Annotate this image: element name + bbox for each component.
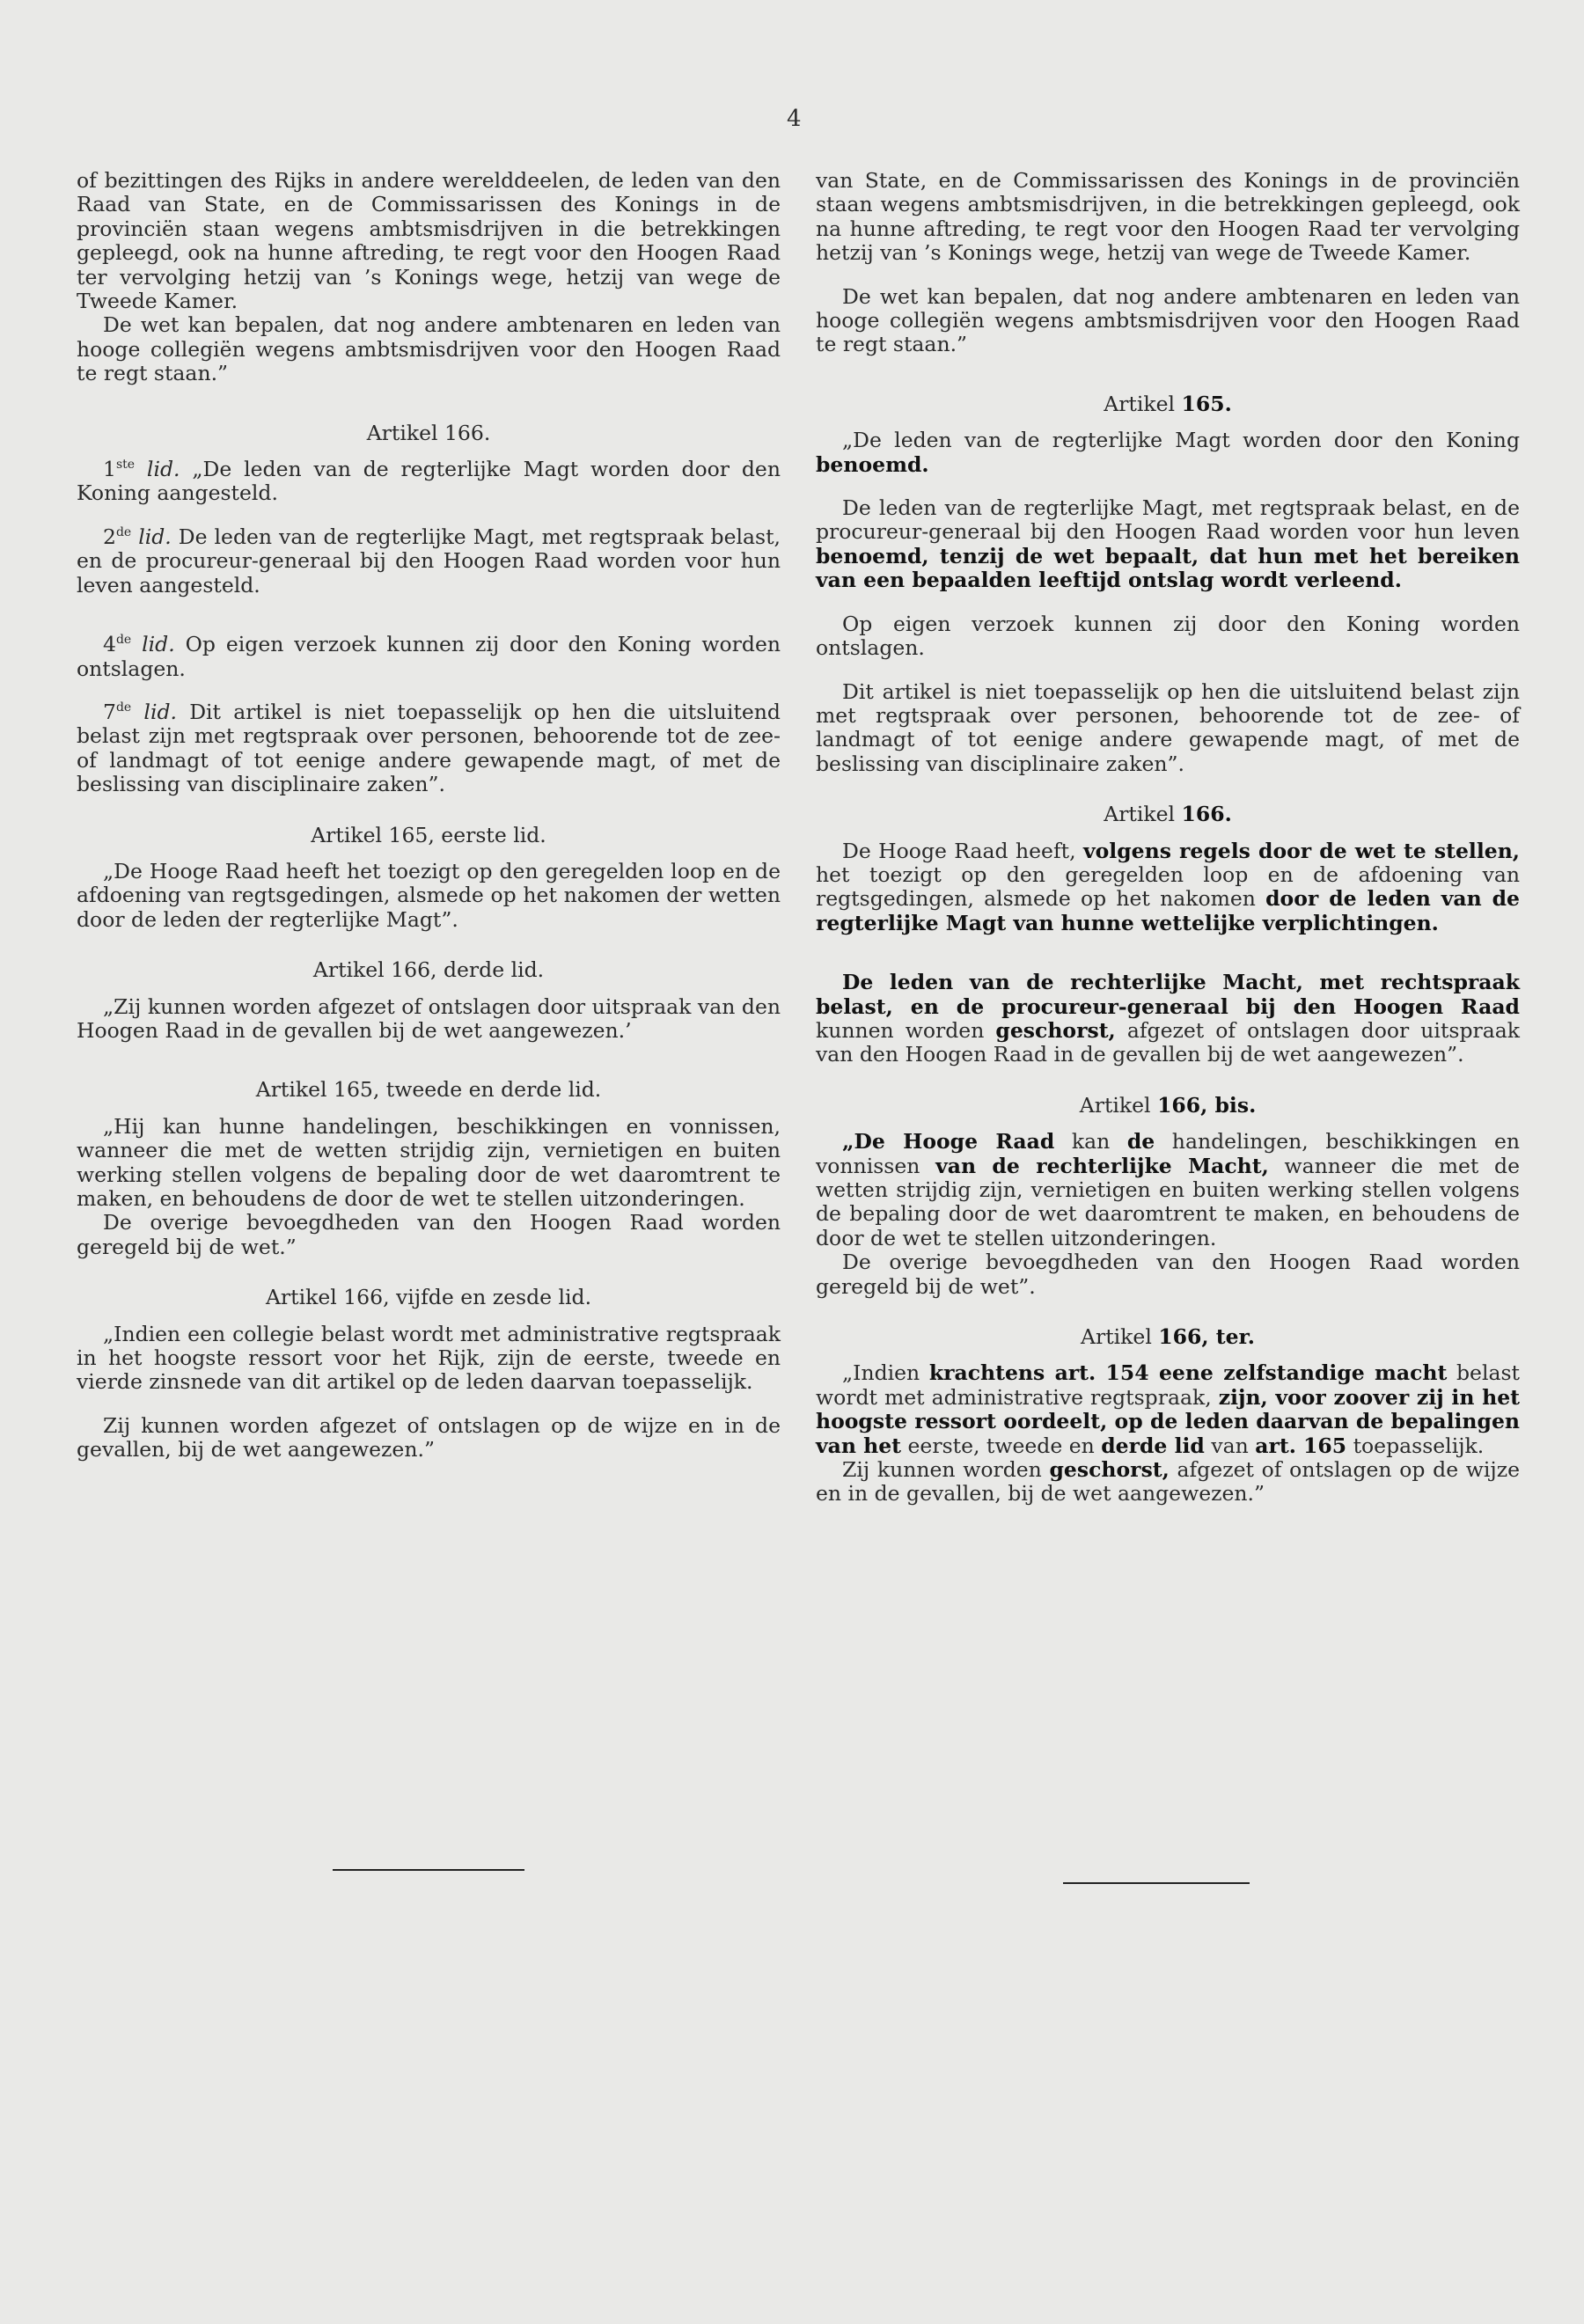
article-heading: Artikel 166, ter. [1081,1324,1255,1350]
paragraph: De Hooge Raad heeft, volgens regels door de wet te stellen, het toezigt op den geregelden loop en de afdoening van regtsgedingen, alsmede op het nakomen door de leden van de regterlijke Magt van hunne wettelijke verplichtingen. [816,838,1520,935]
paragraph: Zij kunnen worden afgezet of ontslagen op de wijze en in de gevallen, bij de wet aangewezen.” [77,1412,781,1463]
paragraph: De wet kan bepalen, dat nog andere ambtenaren en leden van hooge collegiën wegens ambtsmisdrijven voor den Hoogen Raad te regt staan.” [77,312,781,386]
paragraph: Dit artikel is niet toepasselijk op hen die uitsluitend belast zijn met regtspraak over personen, behoorende tot de zee- of landmagt of tot eenige andere gewapende magt, of met de beslissing van disciplinaire zaken”. [816,678,1520,776]
paragraph: „Hij kan hunne handelingen, beschikkingen en vonnissen, wanneer die met de wetten strijdig zijn, vernietigen en buiten werking stellen volgens de bepaling door de wet daaromtrent te maken, en behoudens de door de wet te stellen uitzonderingen. [77,1113,781,1211]
right-end-rule [1063,1882,1250,1884]
paragraph: Zij kunnen worden geschorst, afgezet of ontslagen op de wijze en in de gevallen, bij de wet aangewezen.” [816,1457,1521,1507]
paragraph: of bezittingen des Rijks in andere werelddeelen, de leden van den Raad van State, en de Commissarissen des Konings in de provinciën staan wegens ambtsmisdrijven in die betrekkingen gepleegd, ook na hunne aftreding, te regt voor den Hoogen Raad ter vervolging hetzij van ’s Konings wege, hetzij van wege de Tweede Kamer. [77,168,781,314]
paragraph: van State, en de Commissarissen des Konings in de provinciën staan wegens ambtsmisdrijven, in die betrekkingen gepleegd, ook na hunne aftreding, te regt voor den Hoogen Raad ter vervolging hetzij van ’s Konings wege, hetzij van wege de Tweede Kamer. [816,168,1520,266]
paragraph: De overige bevoegdheden van den Hoogen Raad worden geregeld bij de wet”. [816,1250,1520,1299]
paragraph: De overige bevoegdheden van den Hoogen Raad worden geregeld bij de wet.” [77,1210,781,1259]
paragraph: 2de lid. De leden van de regterlijke Magt, met regtspraak belast, en de procureur-generaal bij den Hoogen Raad worden voor hun leven aangesteld. [77,524,781,597]
paragraph: 1ste lid. „De leden van de regterlijke Magt worden door den Koning aangesteld. [77,457,781,506]
article-heading: Artikel 166. [1104,802,1232,827]
article-heading: Artikel 165, eerste lid. [311,822,546,847]
article-heading: Artikel 166. [366,420,491,445]
article-heading: Artikel 165, tweede en derde lid. [255,1077,602,1103]
left-end-rule [333,1869,524,1871]
left-column-current-text [77,169,781,1463]
paragraph: 7de lid. Dit artikel is niet toepasselijk op hen die uitsluitend belast zijn met regtspraak over personen, behoorende tot de zee- of landmagt of tot eenige andere gewapende magt, of met de beslissing van disciplinaire zaken”. [77,699,781,797]
page-number: 4 [787,106,802,132]
article-heading: Artikel 166, bis. [1079,1092,1257,1118]
paragraph: De wet kan bepalen, dat nog andere ambtenaren en leden van hooge collegiën wegens ambtsmisdrijven voor den Hoogen Raad te regt staan.” [816,283,1520,357]
paragraph: De leden van de rechterlijke Macht, met rechtspraak belast, en de procureur-generaal bij den Hoogen Raad kunnen worden geschorst, afgezet of ontslagen door uitspraak van den Hoogen Raad in de gevallen bij de wet aangewezen”. [816,970,1520,1067]
paragraph: Op eigen verzoek kunnen zij door den Koning worden ontslagen. [816,611,1520,661]
paragraph: „De Hooge Raad kan de handelingen, beschikkingen en vonnissen van de rechterlijke Macht, wanneer die met de wetten strijdig zijn, vernietigen en buiten werking stellen volgens de bepaling door de wet daaromtrent te maken, en behoudens de door de wet te stellen uitzonderingen. [816,1129,1521,1250]
paragraph: De leden van de regterlijke Magt, met regtspraak belast, en de procureur-generaal bij den Hoogen Raad worden voor hun leven benoemd, tenzij de wet bepaalt, dat hun met het bereiken van een bepaalden leeftijd ontslag wordt verleend. [816,495,1520,593]
paragraph: „De Hooge Raad heeft het toezigt op den geregelden loop en de afdoening van regtsgedingen, alsmede op het nakomen der wetten door de leden der regterlijke Magt”. [77,858,781,932]
paragraph: „Zij kunnen worden afgezet of ontslagen door uitspraak van den Hoogen Raad in de gevallen bij de wet aangewezen.’ [77,993,781,1043]
right-column-proposed-text [816,169,1520,1507]
article-heading: Artikel 166, derde lid. [312,957,545,983]
paragraph: 4de lid. Op eigen verzoek kunnen zij door den Koning worden ontslagen. [77,632,781,681]
article-heading: Artikel 165. [1104,391,1232,416]
paragraph: „De leden van de regterlijke Magt worden door den Koning benoemd. [816,428,1520,477]
article-heading: Artikel 166, vijfde en zesde lid. [265,1285,592,1310]
paragraph: „Indien een collegie belast wordt met administrative regtspraak in het hoogste ressort voor het Rijk, zijn de eerste, tweede en vierde zinsnede van dit artikel op de leden daarvan toepasselijk. [77,1321,781,1395]
paragraph: „Indien krachtens art. 154 eene zelfstandige macht belast wordt met administrative regtspraak, zijn, voor zoover zij in het hoogste ressort oordeelt, op de leden daarvan de bepalingen van het eerste, tweede en derde lid van art. 165 toepasselijk. [816,1360,1520,1458]
